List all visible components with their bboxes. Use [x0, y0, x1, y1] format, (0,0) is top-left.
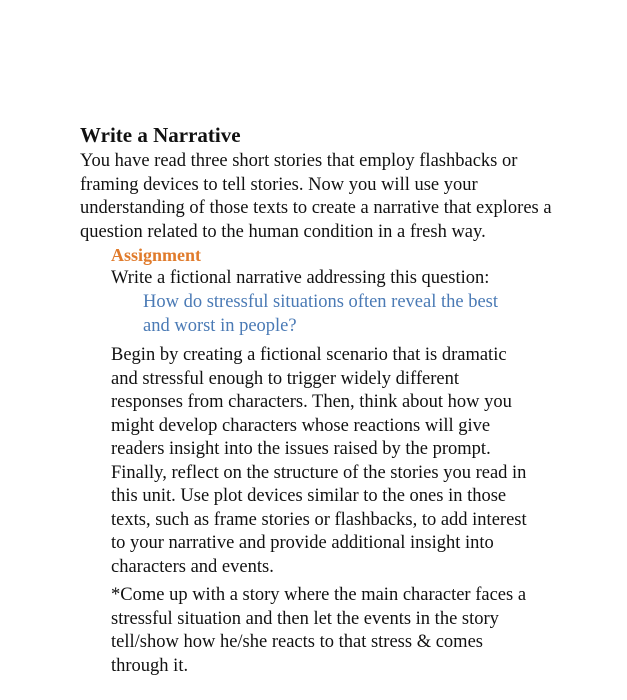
- question-line: and worst in people?: [143, 316, 297, 336]
- body-line: readers insight into the issues raised by the prompt.: [111, 439, 491, 459]
- intro-line: question related to the human condition in a fresh way.: [80, 221, 486, 242]
- body-line: and stressful enough to trigger widely different: [111, 368, 459, 389]
- note-paragraph: [111, 584, 601, 678]
- body-line: Finally, reflect on the structure of the stories you read in: [111, 462, 527, 483]
- note-line: tell/show how he/she reacts to that stress & comes: [111, 632, 483, 652]
- intro-line: understanding of those texts to create a narrative that explores a: [80, 198, 552, 218]
- body-line: responses from characters. Then, think about how you: [111, 392, 512, 412]
- intro-line: framing devices to tell stories. Now you will use your: [80, 174, 478, 195]
- note-line: *Come up with a story where the main character faces a: [111, 585, 527, 605]
- body-line: Begin by creating a fictional scenario that is dramatic: [111, 345, 507, 365]
- body-line: might develop characters whose reactions will give: [111, 415, 491, 436]
- note-line: stressful situation and then let the events in the story: [111, 608, 499, 629]
- body-line: characters and events.: [111, 556, 274, 577]
- page-title: Write a Narrative: [80, 123, 241, 147]
- note-line: through it.: [111, 655, 189, 676]
- body-line: this unit. Use plot devices similar to the ones in those: [111, 486, 507, 506]
- assignment-prompt: Write a fictional narrative addressing this question:: [111, 268, 490, 288]
- assignment-question: [143, 290, 498, 338]
- body-line: texts, such as frame stories or flashbacks, to add interest: [111, 509, 527, 530]
- instructions-paragraph: [111, 344, 601, 579]
- intro-line: You have read three short stories that employ flashbacks or: [80, 151, 518, 171]
- question-line: How do stressful situations often reveal the best: [143, 292, 499, 312]
- intro-paragraph: [80, 150, 610, 244]
- body-line: to your narrative and provide additional insight into: [111, 533, 494, 553]
- assignment-heading: Assignment: [111, 245, 202, 265]
